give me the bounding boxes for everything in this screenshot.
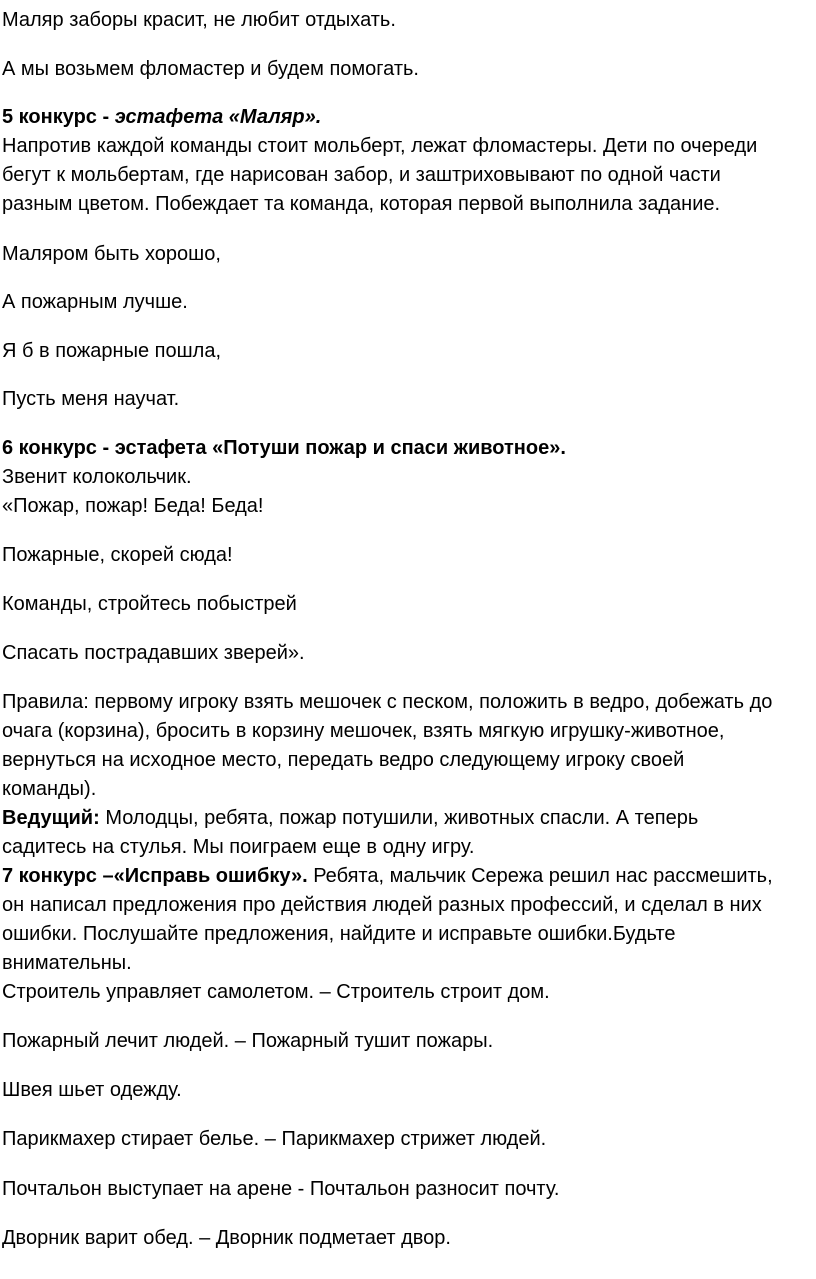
poem-line: Спасать пострадавших зверей». xyxy=(2,642,305,664)
sentence-line: Парикмахер стирает белье. – Парикмахер стрижет людей. xyxy=(2,1128,547,1150)
paragraph-line: Напротив каждой команды стоит мольберт, лежат фломастеры. Дети по очереди xyxy=(2,135,758,157)
sentence-line: Почтальон выступает на арене - Почтальон разносит почту. xyxy=(2,1178,560,1200)
contest-7-title: 7 конкурс –«Исправь ошибку». xyxy=(2,865,308,887)
sentence-line: Дворник варит обед. – Дворник подметает двор. xyxy=(2,1227,451,1249)
host-text: Молодцы, ребята, пожар потушили, животных спасли. А теперь xyxy=(99,807,699,829)
sentence-line: Строитель управляет самолетом. – Строитель строит дом. xyxy=(2,981,550,1003)
paragraph-line: разным цветом. Побеждает та команда, которая первой выполнила задание. xyxy=(2,193,721,215)
rules-line: команды). xyxy=(2,778,97,800)
paragraph-line: «Пожар, пожар! Беда! Беда! xyxy=(2,495,264,517)
rules-line: очага (корзина), бросить в корзину мешочек, взять мягкую игрушку-животное, xyxy=(2,720,725,742)
contest-6-title: 6 конкурс - эстафета «Потуши пожар и спаси животное». xyxy=(2,437,566,459)
paragraph-line: Звенит колокольчик. xyxy=(2,466,192,488)
poem-line: А мы возьмем фломастер и будем помогать. xyxy=(2,58,419,80)
paragraph-line: садитесь на стулья. Мы поиграем еще в одну игру. xyxy=(2,836,475,858)
poem-line: Маляром быть хорошо, xyxy=(2,243,221,265)
poem-line: Я б в пожарные пошла, xyxy=(2,340,221,362)
host-label: Ведущий: xyxy=(2,807,100,829)
paragraph-line: он написал предложения про действия людей разных профессий, и сделал в них xyxy=(2,894,762,916)
host-line xyxy=(2,804,698,833)
rules-line: Правила: первому игроку взять мешочек с песком, положить в ведро, добежать до xyxy=(2,691,773,713)
paragraph-line: ошибки. Послушайте предложения, найдите и исправьте ошибки.Будьте xyxy=(2,923,676,945)
paragraph-line: бегут к мольбертам, где нарисован забор, и заштриховывают по одной части xyxy=(2,164,721,186)
poem-line: Маляр заборы красит, не любит отдыхать. xyxy=(2,9,396,31)
sentence-line: Швея шьет одежду. xyxy=(2,1079,182,1101)
poem-line: Пусть меня научат. xyxy=(2,388,180,410)
contest-5-title-italic: эстафета «Маляр». xyxy=(114,106,322,128)
contest-7-text: Ребята, мальчик Сережа решил нас рассмешить, xyxy=(307,865,773,887)
contest-5-title xyxy=(2,103,321,132)
contest-7-line xyxy=(2,862,773,891)
paragraph-line: внимательны. xyxy=(2,952,132,974)
poem-line: Команды, стройтесь побыстрей xyxy=(2,593,297,615)
poem-line: А пожарным лучше. xyxy=(2,291,188,313)
poem-line: Пожарные, скорей сюда! xyxy=(2,544,233,566)
rules-line: вернуться на исходное место, передать ведро следующему игроку своей xyxy=(2,749,685,771)
sentence-line: Пожарный лечит людей. – Пожарный тушит пожары. xyxy=(2,1030,494,1052)
contest-5-title-prefix: 5 конкурс - xyxy=(2,106,115,128)
